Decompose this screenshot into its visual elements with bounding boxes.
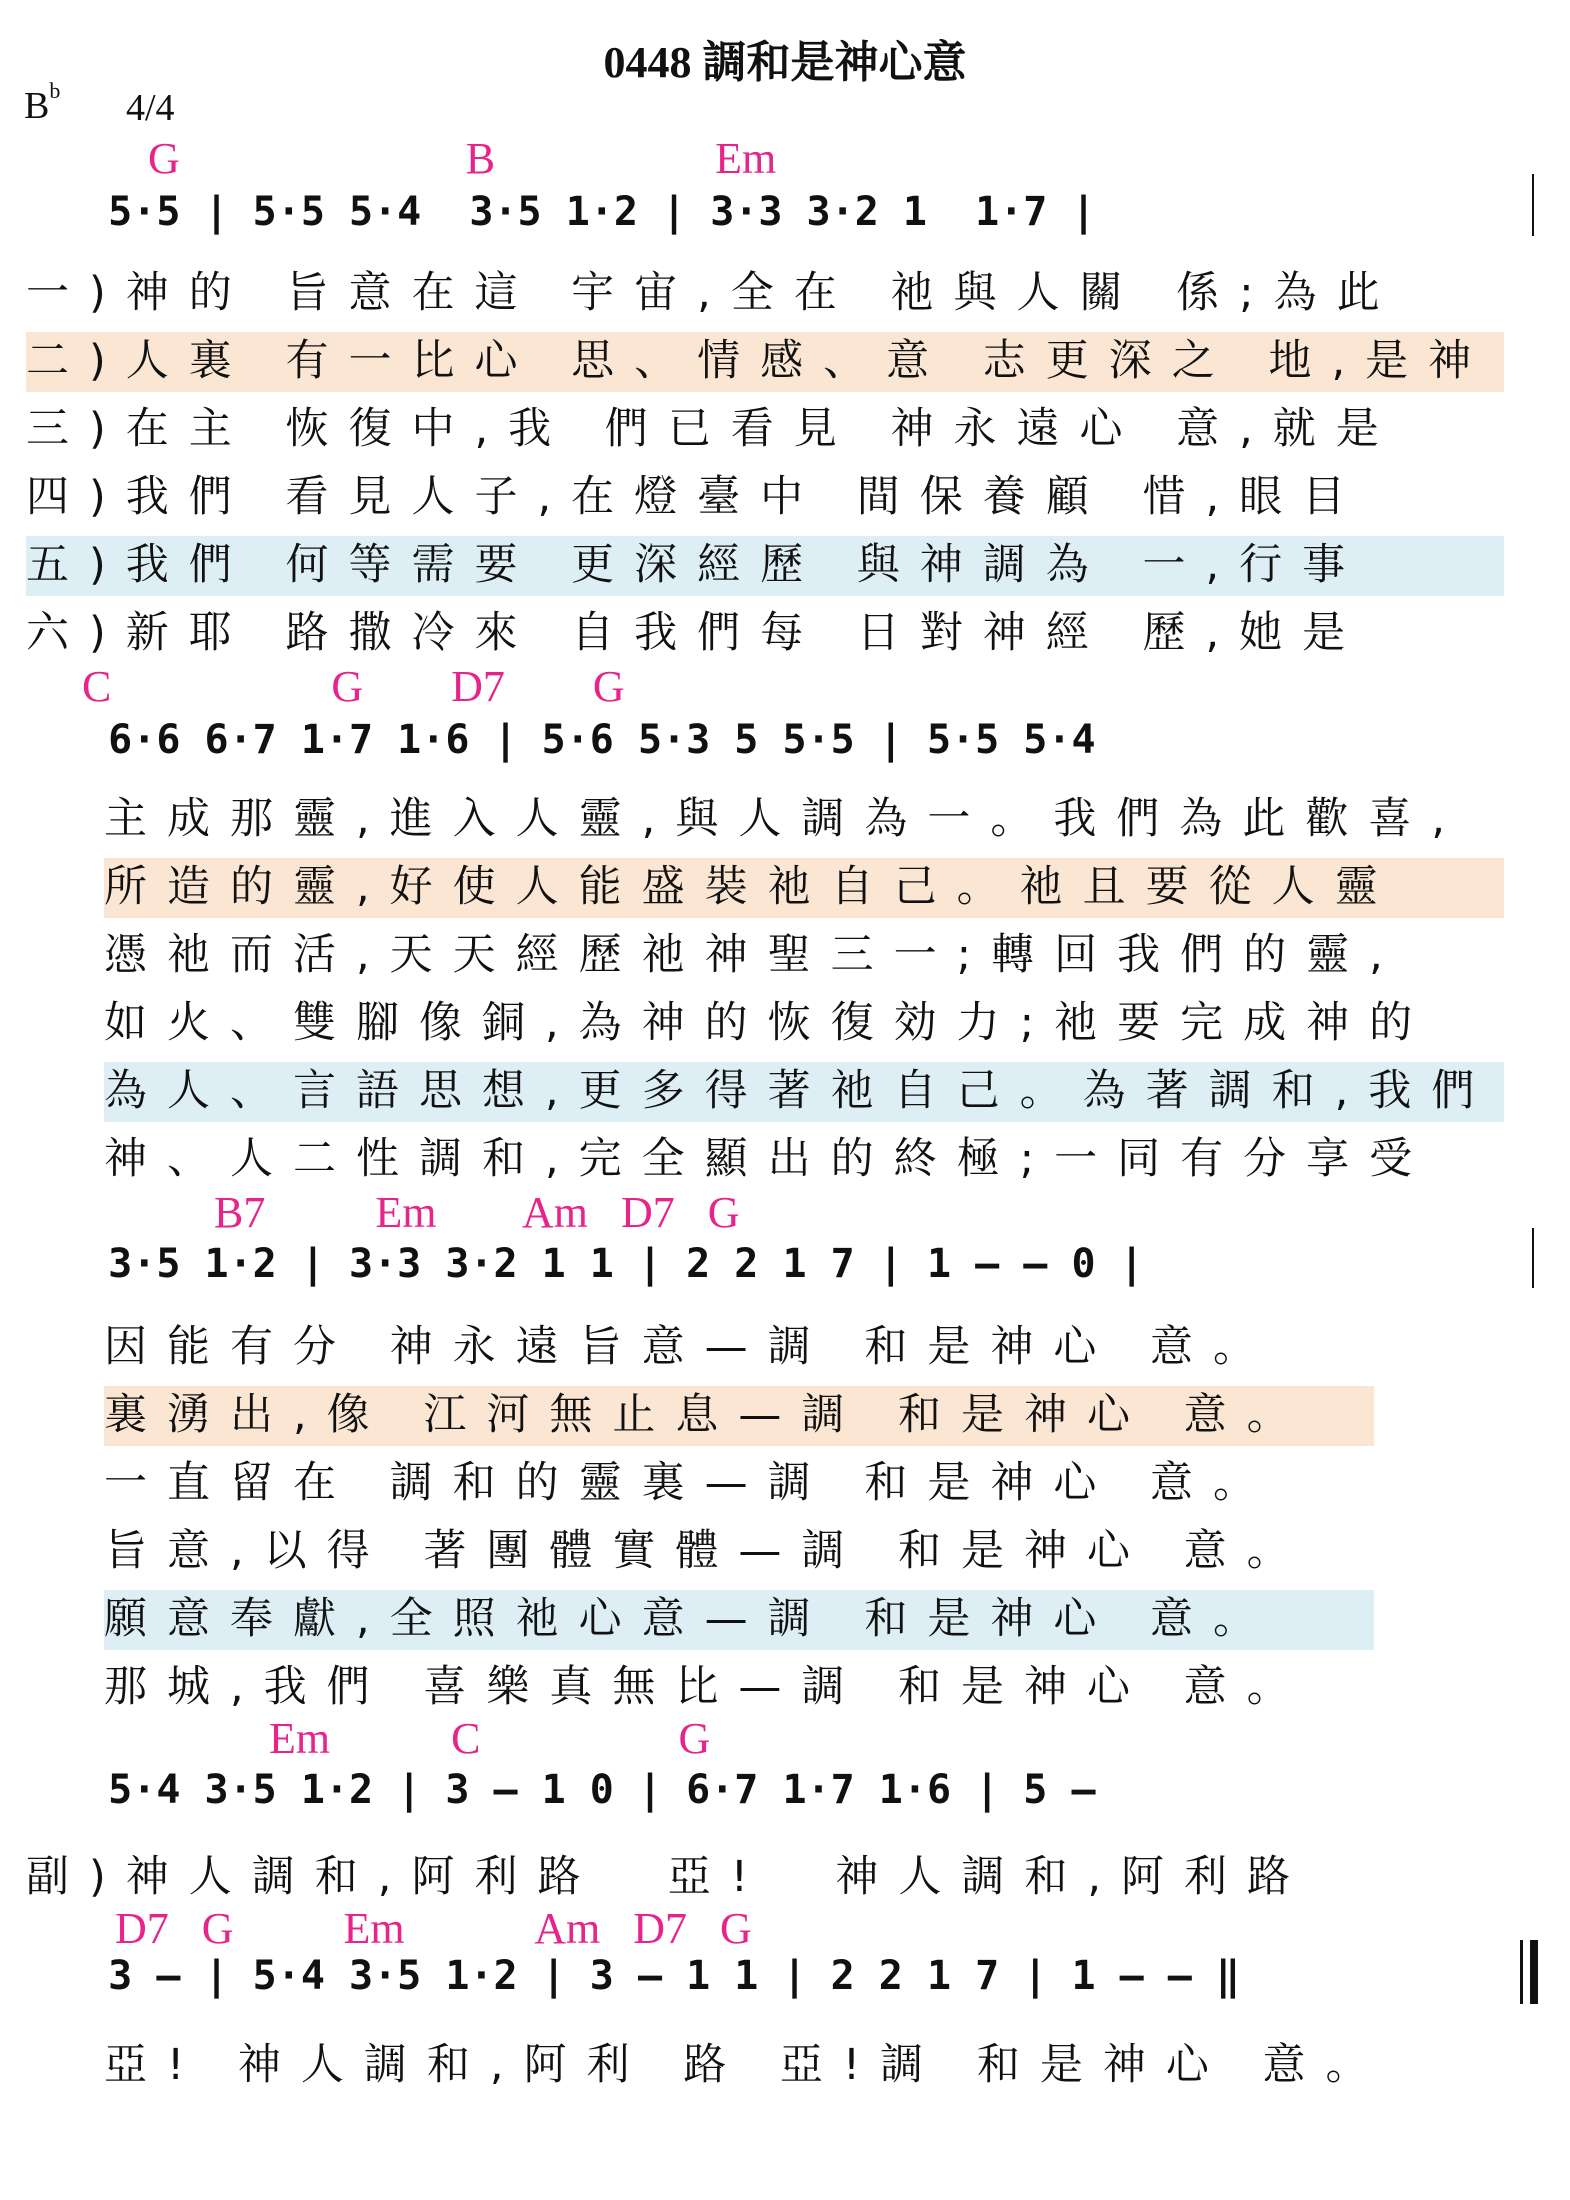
system3-chords: B7 Em Am D7 G — [60, 1188, 740, 1237]
system1-lyric-1: 一)神的 旨意在這 宇宙,全在 祂與人關 係;為此 — [26, 268, 1400, 318]
system5-notes: 3 – | 5·4 3·5 1·2 | 3 – 1 1 | 2 2 1 7 | 1 – – ‖ — [60, 1953, 1241, 1999]
refrain-lyric-1: 副)神人調和,阿利路 亞! 神人調和,阿利路 — [26, 1852, 1311, 1902]
key-flat: b — [49, 78, 61, 104]
system3-lyric-2: 裏湧出,像 江河無止息—調 和是神心 意。 — [104, 1386, 1374, 1446]
system5-chords: D7 G Em Am D7 G — [60, 1904, 752, 1953]
barline-end-3 — [1532, 1228, 1534, 1288]
system2-lyric-6: 神、人二性調和,完全顯出的終極;一同有分享受 — [104, 1134, 1433, 1184]
system1-lyric-4: 四)我們 看見人子,在燈臺中 間保養顧 惜,眼目 — [26, 472, 1366, 522]
system1-lyric-3: 三)在主 恢復中,我 們已看見 神永遠心 意,就是 — [26, 404, 1399, 454]
time-signature: 4/4 — [126, 87, 175, 129]
system2-lyric-1: 主成那靈,進入人靈,與人調為一。我們為此歡喜, — [104, 794, 1466, 844]
system2-lyric-2: 所造的靈,好使人能盛裝祂自己。祂且要從人靈 — [104, 858, 1504, 918]
system3-lyric-3: 一直留在 調和的靈裏—調 和是神心 意。 — [104, 1458, 1277, 1508]
system1-chords: G B Em — [60, 134, 777, 183]
system1-notes: 5·5 | 5·5 5·4 3·5 1·2 | 3·3 3·2 1 1·7 | — [60, 189, 1096, 235]
system4-notes: 5·4 3·5 1·2 | 3 – 1 0 | 6·7 1·7 1·6 | 5 – — [60, 1767, 1096, 1813]
system3-notes: 3·5 1·2 | 3·3 3·2 1 1 | 2 2 1 7 | 1 – – 0 | — [60, 1241, 1144, 1287]
system2-lyric-3: 憑祂而活,天天經歷祂神聖三一;轉回我們的靈, — [104, 930, 1403, 980]
system2-chords: C G D7 G — [60, 662, 625, 711]
system3-lyric-6: 那城,我們 喜樂真無比—調 和是神心 意。 — [104, 1662, 1310, 1712]
system1-lyric-5: 五)我們 何等需要 更深經歷 與神調為 一,行事 — [26, 536, 1504, 596]
refrain-lyric-2: 亞! 神人調和,阿利 路 亞!調 和是神心 意。 — [104, 2040, 1389, 2090]
system3-lyric-4: 旨意,以得 著團體實體—調 和是神心 意。 — [104, 1526, 1310, 1576]
system3-lyric-5: 願意奉獻,全照祂心意—調 和是神心 意。 — [104, 1590, 1374, 1650]
system3-lyric-1: 因能有分 神永遠旨意—調 和是神心 意。 — [104, 1322, 1277, 1372]
system2-notes: 6·6 6·7 1·7 1·6 | 5·6 5·3 5 5·5 | 5·5 5·4 — [60, 717, 1096, 763]
system1-lyric-2: 二)人裏 有一比心 思、情感、意 志更深之 地,是神 — [26, 332, 1504, 392]
key-letter: B — [24, 85, 50, 127]
final-barline-thick — [1530, 1940, 1538, 2004]
key-signature — [24, 78, 61, 128]
system2-lyric-5: 為人、言語思想,更多得著祂自己。為著調和,我們 — [104, 1062, 1504, 1122]
system2-lyric-4: 如火、雙腳像銅,為神的恢復効力;祂要完成神的 — [104, 998, 1433, 1048]
system1-lyric-6: 六)新耶 路撒冷來 自我們每 日對神經 歷,她是 — [26, 608, 1366, 658]
system4-chords: Em C G — [60, 1714, 711, 1763]
barline-end-1 — [1532, 174, 1534, 236]
final-barline-thin — [1520, 1940, 1523, 2004]
hymn-title: 0448 調和是神心意 — [603, 38, 967, 87]
